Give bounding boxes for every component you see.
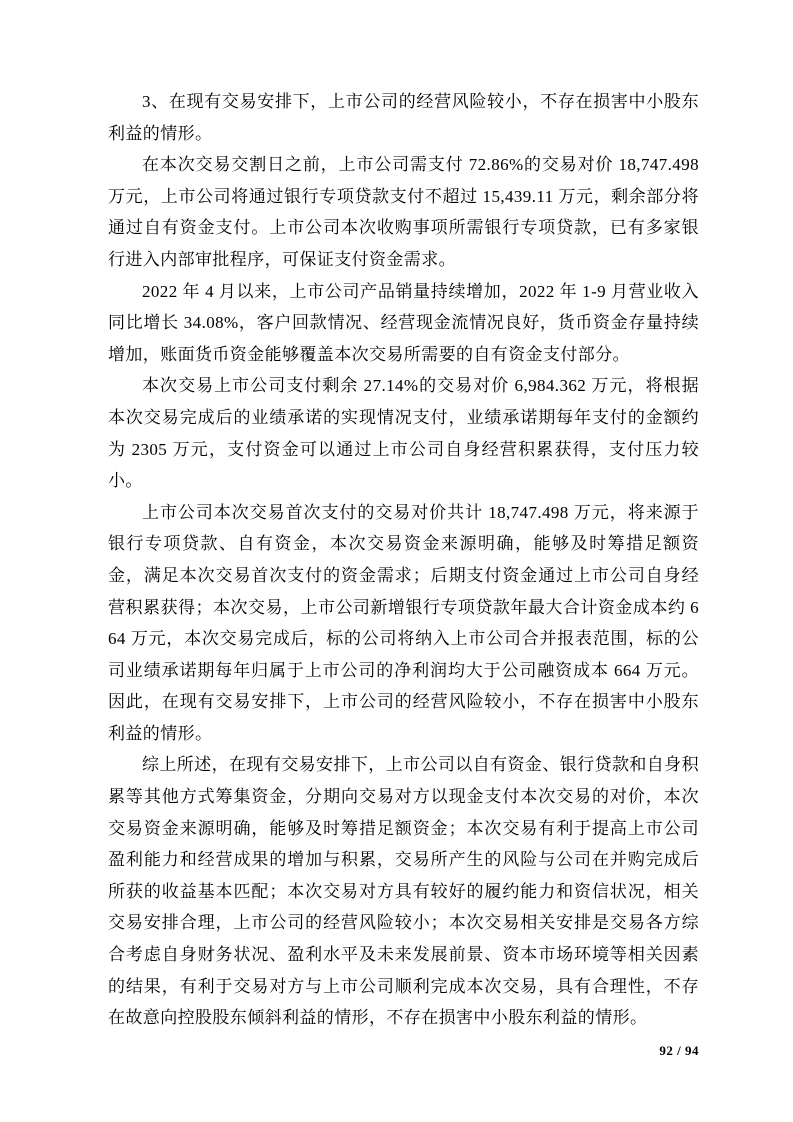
paragraph-heading-3: 3、在现有交易安排下，上市公司的经营风险较小，不存在损害中小股东利益的情形。 <box>108 92 699 143</box>
document-body <box>108 86 699 1059</box>
page-number: 92 / 94 <box>659 1042 699 1058</box>
paragraph-revenue-growth: 2022 年 4 月以来，上市公司产品销量持续增加，2022 年 1-9 月营业收入同比增长 34.08%，客户回款情况、经营现金流情况良好，货币资金存量持续增加，账面货币资金能够覆盖本次交易所需要的自有资金支付部分。 <box>108 281 699 364</box>
paragraph-first-payment-sources: 上市公司本次交易首次支付的交易对价共计 18,747.498 万元，将来源于银行专项贷款、自有资金，本次交易资金来源明确，能够及时筹措足额资金，满足本次交易首次支付的资金需求；后期支付资金通过上市公司自身经营积累获得；本次交易，上市公司新增银行专项贷款年最大合计资金成本约 664 万元，本次交易完成后，标的公司将纳入上市公司合并报表范围，标的公司业绩承诺期每年归属于上市公司的净利润均大于公司融资成本 664 万元。因此，在现有交易安排下，上市公司的经营风险较小，不存在损害中小股东利益的情形。 <box>108 502 699 743</box>
paragraph-conclusion: 综上所述，在现有交易安排下，上市公司以自有资金、银行贷款和自身积累等其他方式筹集资金，分期向交易对方以现金支付本次交易的对价，本次交易资金来源明确，能够及时筹措足额资金；本次交易有利于提高上市公司盈利能力和经营成果的增加与积累，交易所产生的风险与公司在并购完成后所获的收益基本匹配；本次交易对方具有较好的履约能力和资信状况，相关交易安排合理，上市公司的经营风险较小；本次交易相关安排是交易各方综合考虑自身财务状况、盈利水平及未来发展前景、资本市场环境等相关因素的结果，有利于交易对方与上市公司顺利完成本次交易，具有合理性，不存在故意向控股股东倾斜利益的情形，不存在损害中小股东利益的情形。 <box>108 755 699 1028</box>
paragraph-payment-before-closing: 在本次交易交割日之前，上市公司需支付 72.86%的交易对价 18,747.498 万元，上市公司将通过银行专项贷款支付不超过 15,439.11 万元，剩余部分将通过自有资金支付。上市公司本次收购事项所需银行专项贷款，已有多家银行进入内部审批程序，可保证支付资金需求。 <box>108 155 699 269</box>
paragraph-remaining-payment: 本次交易上市公司支付剩余 27.14%的交易对价 6,984.362 万元，将根据本次交易完成后的业绩承诺的实现情况支付，业绩承诺期每年支付的金额约为 2305 万元，支付资金可以通过上市公司自身经营积累获得，支付压力较小。 <box>108 376 699 491</box>
